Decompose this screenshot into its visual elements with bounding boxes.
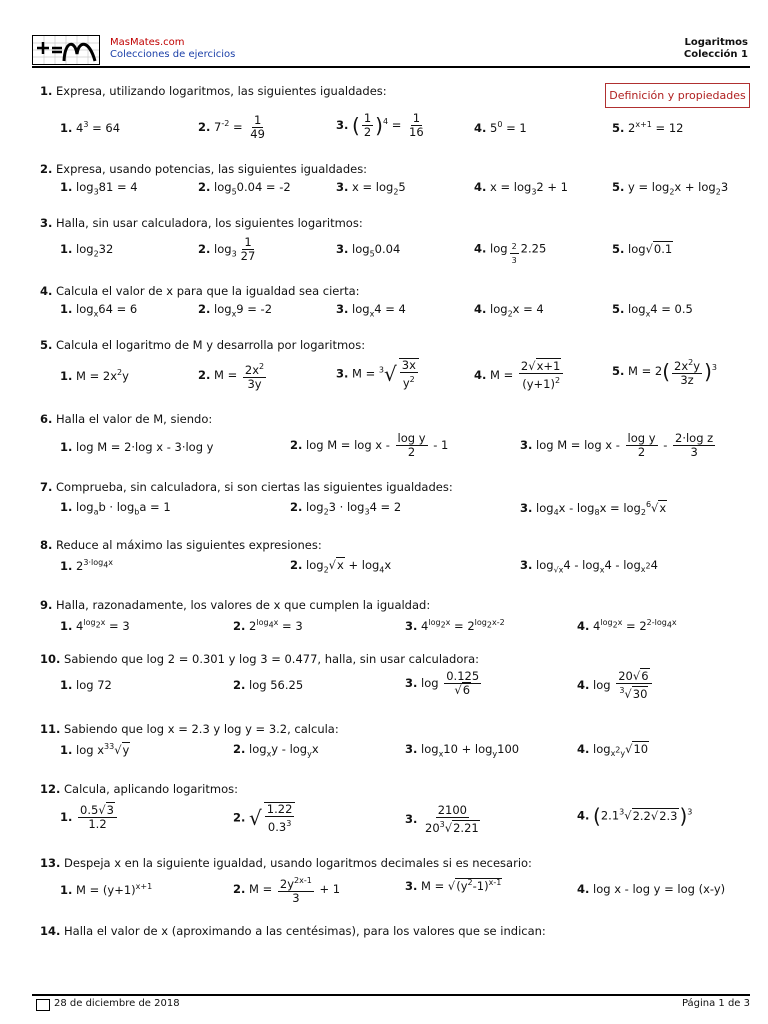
question-number: 1. [40, 84, 53, 98]
item-1-5: 5. $2^{x+1} = 12$ [612, 120, 684, 135]
item-11-3: 3. $\log_x10 + \log_y100$ [405, 742, 520, 759]
question-text: Reduce al máximo las siguientes expresiones: [56, 538, 322, 552]
question-text: Sabiendo que log 2 = 0.301 y log 3 = 0.477, halla, sin usar calculadora: [64, 652, 480, 666]
exercise-row-13 [0, 872, 768, 910]
item-2-3: 3. $x = \log_25$ [336, 180, 406, 197]
exercise-row-4 [0, 302, 768, 320]
logo-graphic [33, 36, 99, 64]
item-9-3: 3. $4^{log_2x} = 2^{log_2x-2}$ [405, 618, 505, 633]
site-name[interactable]: MasMates.com [110, 37, 185, 48]
question-2 [40, 162, 740, 176]
item-4-2: 2. $\log_x9 = -2$ [198, 302, 273, 319]
question-text: Expresa, utilizando logaritmos, las siguientes igualdades: [56, 84, 387, 98]
item-4-4: 4. $\log_2x = 4$ [474, 302, 544, 319]
item-3-5: 5. log√0.1 [612, 242, 673, 256]
item-9-4: 4. $4^{log_2x} = 2^{2-log_4x}$ [577, 618, 677, 633]
item-7-1: 1. $\log_ab \cdot \log_ba = 1$ [60, 500, 171, 517]
exercise-row-2 [0, 180, 768, 198]
exercise-row-1 [0, 112, 768, 146]
item-9-2: 2. $2^{log_4x} = 3$ [233, 618, 303, 633]
item-5-3: 3. M = $^3$√ $\frac{3x}{y^2}$ [336, 358, 421, 390]
definition-button[interactable]: Definición y propiedades [605, 83, 750, 108]
item-4-1: 1. $\log_x64 = 6$ [60, 302, 138, 319]
item-10-3: 3. log $\frac{0.125}{√6}$ [405, 669, 480, 697]
question-number: 11. [40, 722, 61, 736]
item-2-4: 4. $x = \log_32 + 1$ [474, 180, 569, 197]
question-text: Halla, razonadamente, los valores de x que cumplen la igualdad: [56, 598, 431, 612]
exercise-row-9 [0, 616, 768, 636]
question-number: 6. [40, 412, 53, 426]
exercise-row-5 [0, 356, 768, 396]
question-text: Calcula, aplicando logaritmos: [64, 782, 238, 796]
question-8 [40, 538, 740, 552]
item-4-5: 5. $\log_x4 = 0.5$ [612, 302, 693, 319]
question-12 [40, 782, 740, 796]
question-text: Halla el valor de x (aproximando a las centésimas), para los valores que se indican: [64, 924, 546, 938]
item-11-1: 1. $\log x^{33}√y$ [60, 742, 130, 757]
item-8-3: 3. $\log_{√x}4 - \log_x4 - \log_{x^2}4$ [520, 558, 658, 575]
item-1-2: 2. $7^{-2}$ = $\frac{1}{49}$ [198, 113, 265, 141]
question-text: Halla el valor de M, siendo: [56, 412, 213, 426]
grid-logo-icon [36, 999, 50, 1011]
item-6-1: 1. log M = 2·log x - 3·log y [60, 440, 214, 454]
question-number: 3. [40, 216, 53, 230]
item-7-2: 2. $\log_23 \cdot \log_34 = 2$ [290, 500, 402, 517]
item-11-4: 4. $\log_{x^2y}√10$ [577, 742, 649, 759]
question-6 [40, 412, 740, 426]
footer-divider [32, 994, 750, 996]
exercise-row-6 [0, 430, 768, 464]
item-12-2: 2. √ $\frac{1.22}{0.3^3}$ [233, 802, 297, 834]
item-3-2: 2. $\log_3$ $\frac{1}{27}$ [198, 235, 256, 263]
item-1-4: 4. $5^0 = 1$ [474, 120, 527, 135]
item-10-2: 2. log 56.25 [233, 678, 304, 692]
item-13-4: 4. log x - log y = log (x-y) [577, 882, 726, 896]
item-3-1: 1. $\log_232$ [60, 242, 114, 259]
question-number: 12. [40, 782, 61, 796]
item-8-1: 1. $2^{3\cdot log_4x}$ [60, 558, 114, 573]
page-subtitle: Colección 1 [683, 49, 748, 60]
question-1 [40, 84, 740, 98]
collection-link[interactable]: Colecciones de ejercicios [110, 49, 236, 60]
item-2-5: 5. $y = \log_2x + \log_23$ [612, 180, 729, 197]
question-number: 8. [40, 538, 53, 552]
masmates-logo [32, 35, 100, 65]
page-number: Página 1 de 3 [681, 998, 750, 1009]
question-4 [40, 284, 740, 298]
question-text: Halla, sin usar calculadora, los siguientes logaritmos: [56, 216, 363, 230]
footer-date: 28 de diciembre de 2018 [54, 998, 180, 1009]
exercise-row-3 [0, 236, 768, 270]
question-number: 14. [40, 924, 61, 938]
question-13 [40, 856, 740, 870]
item-6-3: 3. log M = log x - $\frac{\text{log y}}{2}$ - $\frac{\text{2·log z}}{3}$ [520, 431, 714, 459]
question-9 [40, 598, 740, 612]
exercise-row-10 [0, 668, 768, 706]
question-14 [40, 924, 740, 938]
item-11-2: 2. $\log_xy - \log_yx$ [233, 742, 319, 759]
question-text: Comprueba, sin calculadora, si son ciertas las siguientes igualdades: [56, 480, 453, 494]
question-text: Sabiendo que log x = 2.3 y log y = 3.2, calcula: [64, 722, 339, 736]
question-10 [40, 652, 740, 666]
question-3 [40, 216, 740, 230]
page-header [32, 30, 750, 66]
question-text: Despeja x en la siguiente igualdad, usando logaritmos decimales si es necesario: [64, 856, 532, 870]
question-number: 4. [40, 284, 53, 298]
item-7-3: 3. $\log_4x - \log_8x = \log_2^6√x$ [520, 500, 667, 518]
exercise-row-12 [0, 800, 768, 840]
item-1-3: 3. ( $\frac{1}{2}$ )$^4$ = $\frac{1}{16}$ [336, 111, 424, 139]
question-text: Calcula el logaritmo de M y desarrolla por logaritmos: [56, 338, 366, 352]
header-divider [32, 66, 750, 68]
question-7 [40, 480, 740, 494]
exercise-row-7 [0, 500, 768, 518]
item-4-3: 3. $\log_x4 = 4$ [336, 302, 406, 319]
item-5-5: 5. M = 2( $\frac{2x^2y}{3z}$ )$^3$ [612, 358, 717, 387]
item-10-4: 4. log $\frac{20√6}{^3√30}$ [577, 670, 654, 701]
exercise-row-8 [0, 556, 768, 580]
item-6-2: 2. log M = log x - $\frac{\text{log y}}{2}$ - 1 [290, 431, 449, 459]
item-12-1: 1. $\frac{0.5√3}{1.2}$ [60, 804, 119, 831]
item-1-1: 1. $4^3 = 64$ [60, 120, 121, 135]
item-5-4: 4. M = $\frac{2√x+1}{(y+1)^2}$ [474, 360, 565, 391]
item-3-3: 3. $\log_50.04$ [336, 242, 401, 259]
question-number: 2. [40, 162, 53, 176]
question-11 [40, 722, 740, 736]
question-number: 5. [40, 338, 53, 352]
item-12-4: 4. ($2.1^3√2.2√2.3$ )$^3$ [577, 804, 693, 828]
question-text: Calcula el valor de x para que la igualdad sea cierta: [56, 284, 360, 298]
question-number: 10. [40, 652, 61, 666]
item-12-3: 3. $\frac{2100}{20^3√2.21}$ [405, 803, 479, 835]
item-5-1: 1. $M = 2x^2y$ [60, 368, 129, 383]
item-8-2: 2. $\log_2√x + \log_4x$ [290, 558, 392, 575]
item-9-1: 1. $4^{log_2x} = 3$ [60, 618, 130, 633]
page-title: Logaritmos [684, 37, 748, 48]
question-number: 7. [40, 480, 53, 494]
item-5-2: 2. M = $\frac{2x^2}{3y}$ [198, 362, 265, 391]
item-10-1: 1. log 72 [60, 678, 112, 692]
item-3-4: 4. log $_{\frac{2}{3}}$ 2.25 [474, 241, 547, 265]
item-13-1: 1. $M = (y+1)^{x+1}$ [60, 882, 153, 897]
item-13-3: 3. $M = √(y^2-1)^{x-1}$ [405, 878, 502, 893]
question-number: 13. [40, 856, 61, 870]
item-2-2: 2. $\log_50.04 = -2$ [198, 180, 291, 197]
item-13-2: 2. M = $\frac{2y^{2x-1}}{3}$ + 1 [233, 876, 341, 905]
exercise-row-11 [0, 740, 768, 764]
question-text: Expresa, usando potencias, las siguientes igualdades: [56, 162, 368, 176]
question-5 [40, 338, 740, 352]
question-number: 9. [40, 598, 53, 612]
item-2-1: 1. $\log_381 = 4$ [60, 180, 138, 197]
